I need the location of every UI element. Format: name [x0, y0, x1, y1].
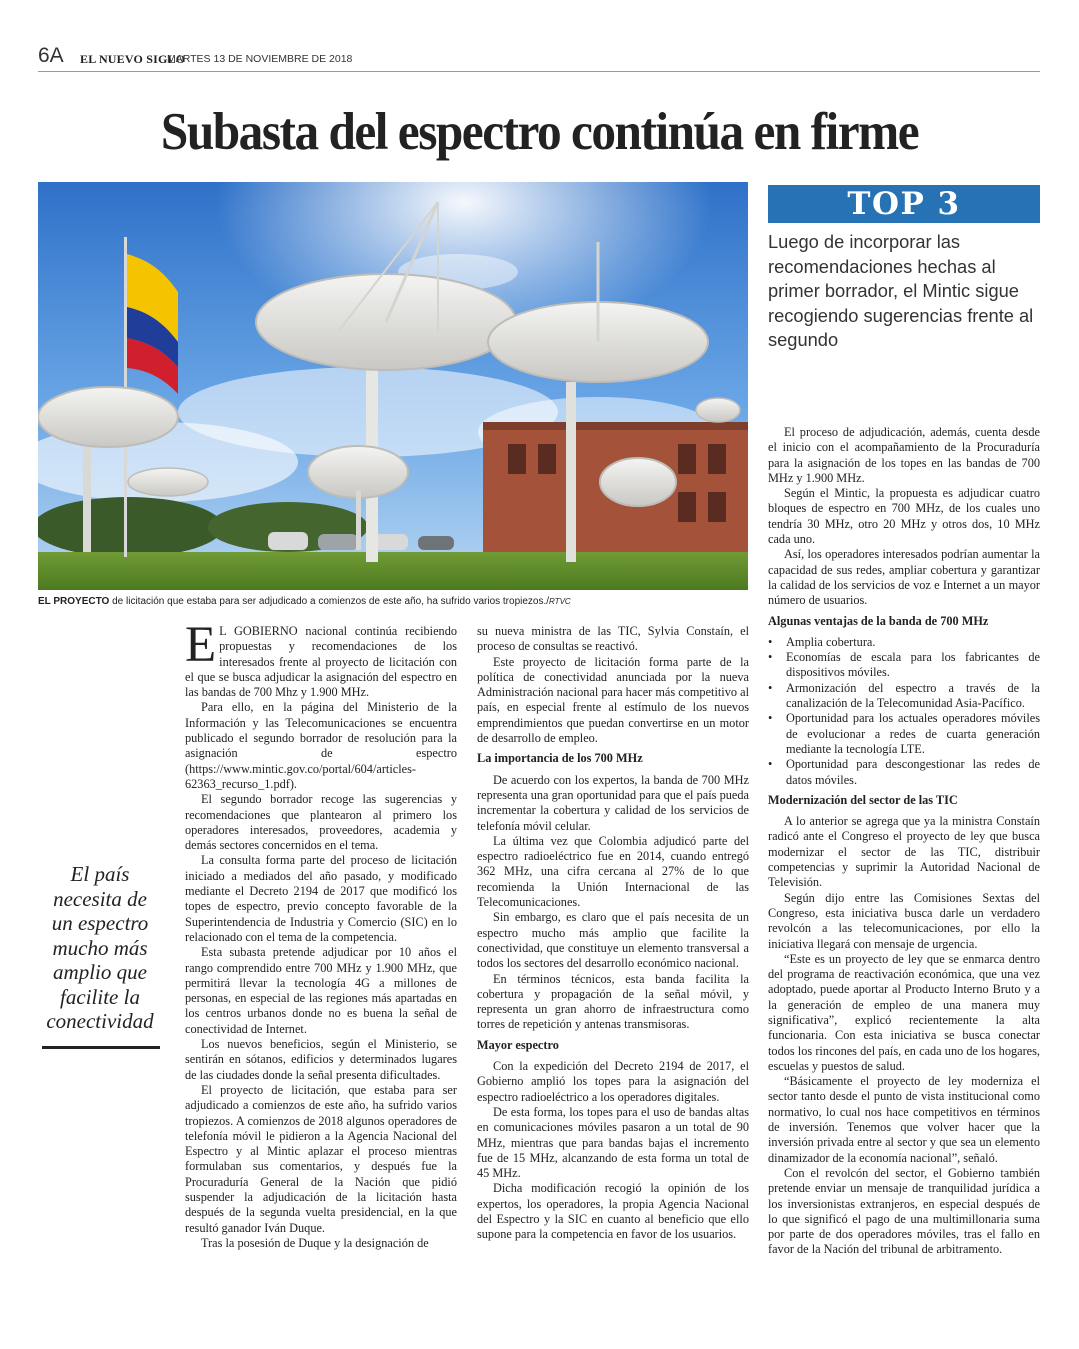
subhead-importancia: La importancia de los 700 MHz — [477, 751, 643, 766]
paragraph: Esta subasta pretende adjudicar por 10 años el rango comprendido entre 700 MHz y 1.900 MHz, que permitirá llevar la tecnología 4G a millones de personas, en especial de las regiones más apartadas en los centros urbanos donde no es buena la señal de conectividad de Internet. — [185, 945, 457, 1036]
paragraph: De esta forma, los topes para el uso de bandas altas en comunicaciones móviles pasaron a un total de 90 MHz, mientras que para bandas bajas el incremento fue de 15 MHz, alcanzando de esta forma un total de 45 MHz. — [477, 1104, 749, 1181]
page-number: 6A — [38, 44, 64, 67]
subhead-ventajas: Algunas ventajas de la banda de 700 MHz — [768, 613, 989, 628]
paragraph: Así, los operadores interesados podrían aumentar la capacidad de sus redes, ampliar cobertura y garantizar la calidad de los servicios de voz e Internet a un mayor número de usuarios. — [768, 547, 1040, 608]
satellite-dishes-photo — [38, 182, 748, 590]
photo-credit: RTVC — [549, 597, 571, 606]
paragraph: “Básicamente el proyecto de ley moderniza el sector tanto desde el punto de vista institucional como normativo, lo cual nos hace competitivos en términos de inversión. Tenemos que volver hacer que la inversión privada entre al sector y que sea un elemento dinamizador de la economía nacional”, señaló. — [768, 1074, 1040, 1165]
caption-text: de licitación que estaba para ser adjudicado a comienzos de este año, ha sufrido varios tropiezos./ — [109, 596, 550, 607]
headline: Subasta del espectro continúa en firme — [160, 103, 919, 161]
subhead-mayor-espectro: Mayor espectro — [477, 1037, 559, 1052]
paragraph: Este proyecto de licitación forma parte de la política de conectividad anunciada por la nueva Administración nacional para hacer más competitivo al país, en especial frente al estímulo de los nuevos emprendimientos que puedan convertirse en un motor de desarrollo de empleo. — [477, 654, 749, 746]
lead-text: L GOBIERNO nacional continúa recibiendo propuestas y recomendaciones de los interesados frente al proyecto de licitación con el que se busca adjudicar la asignación del espectro en las bandas de 700 Mhz y 1.900 MHz. — [185, 624, 457, 700]
paragraph: Según dijo entre las Comisiones Sextas del Congreso, esta iniciativa busca darle un verdadero revolcón a las telecomunicaciones, por ello la iniciativa llegará con mensaje de urgencia. — [768, 890, 1040, 951]
list-item: • Economías de escala para los fabricantes de dispositivos móviles. — [786, 650, 1040, 681]
paragraph: De acuerdo con los expertos, la banda de 700 MHz representa una gran oportunidad para que el país pueda incrementar la cobertura y calidad de los servicios de telefonía móvil celular. — [477, 772, 749, 833]
paragraph: La última vez que Colombia adjudicó parte del espectro radioeléctrico fue en 2014, cuando entregó 362 MHz, una cifra cercana al 27% de lo que recomienda la Unión Internacional de las Telecomunicaciones. — [477, 833, 749, 910]
list-item: • Amplia cobertura. — [786, 635, 1040, 650]
issue-date: MARTES 13 DE NOVIEMBRE DE 2018 — [167, 53, 353, 65]
paragraph: El proceso de adjudicación, además, cuenta desde el inicio con el acompañamiento de la Procuraduría para la asignación de los topes en las bandas de 700 MHz y 1.900 MHz. — [768, 425, 1040, 485]
pull-quote-rule — [42, 1046, 160, 1049]
paragraph: Los nuevos beneficios, según el Ministerio, se sentirán en sótanos, edificios y determinados lugares de las ciudades donde la señal presenta dificultades. — [185, 1037, 457, 1082]
top3-banner: TOP 3 — [768, 185, 1040, 223]
paragraph: Tras la posesión de Duque y la designación de — [201, 1235, 429, 1250]
paragraph: El segundo borrador recoge las sugerencias y recomendaciones que plantearon al primero los operadores interesados, proveedores, academia y demás sectores concernidos en el tema. — [185, 792, 457, 853]
photo-caption — [38, 596, 748, 607]
list-item: • Armonización del espectro a través de la canalización de la Telecomunidad Asia-Pacífico. — [786, 681, 1040, 712]
paragraph: Con la expedición del Decreto 2194 de 2017, el Gobierno amplió los topes para la asignación del espectro radioeléctrico a los operadores digitales. — [477, 1059, 749, 1104]
pull-quote: El país necesita de un espectro mucho más amplio que facilite la conectividad — [46, 862, 154, 1033]
paragraph: En términos técnicos, esta banda facilita la cobertura y propagación de la señal móvil, y representa un gran ahorro de infraestructura como torres de repetición y antenas transmisoras. — [477, 971, 749, 1032]
list-item: • Oportunidad para descongestionar las redes de datos móviles. — [786, 757, 1040, 788]
article-column-3 — [768, 425, 1040, 1258]
ventajas-list — [768, 635, 1040, 788]
article-lead — [185, 617, 457, 700]
top3-summary: Luego de incorporar las recomendaciones hechas al primer borrador, el Mintic sigue recogiendo sugerencias frente al segundo — [768, 231, 1034, 350]
header-divider — [38, 71, 1040, 72]
paragraph: El proyecto de licitación, que estaba para ser adjudicado a comienzos de este año, ha sufrido varios tropiezos. A comienzos de 2018 algunos operadores de telefonía móvil le pidieron a la Agencia Nacional del Espectro y al Mintic aplazar el proceso mientras formulaban sus comentarios, y después fue la Procuraduría General de la Nación que pidió suspender la adjudicación de la licitación hasta después de la segunda vuelta presidencial, en la que resultó ganador Iván Duque. — [185, 1082, 457, 1235]
paragraph: “Este es un proyecto de ley que se enmarca dentro del programa de reactivación económica, que una vez adoptado, puede aportar al Producto Interno Bruto y a la generación de empleo de una manera muy significativa”, explicó recientemente la alta funcionaria. Con esta iniciativa se busca conectar todos los rincones del país, en cada uno de los hogares, escuelas y puestos de salud. — [768, 951, 1040, 1073]
paragraph: A lo anterior se agrega que ya la ministra Constaín radicó ante el Congreso el proyecto de ley que busca modernizar el sector de las TIC, distribuir competencias y suprimir la Autoridad Nacional de Televisión. — [768, 814, 1040, 890]
subhead-modernizacion: Modernización del sector de las TIC — [768, 792, 958, 807]
paragraph: La consulta forma parte del proceso de licitación iniciado a mediados del año pasado, y modificado mediante el Decreto 2194 de 2017 que modificó los topes de espectro, previo concepto favorable de la Superintendencia de Industria y Comercio (SIC) en lo relacionado con el tema de la competencia. — [185, 853, 457, 944]
paragraph: su nueva ministra de las TIC, Sylvia Constaín, el proceso de consultas se reactivó. — [477, 624, 749, 654]
paragraph: Para ello, en la página del Ministerio de la Información y las Telecomunicaciones se encuentra publicado el segundo borrador de resolución para la asignación de espectro (https://www.mintic.gov.co/portal/604/articles-62363_recurso_1.pdf). — [185, 700, 457, 791]
drop-cap: E — [185, 617, 217, 673]
paragraph: Según el Mintic, la propuesta es adjudicar cuatro bloques de espectro en 700 MHz, de los cuales uno tendría 30 MHz, otro 20 MHz y otros dos, 10 MHz cada uno. — [768, 486, 1040, 547]
article-column-2 — [477, 624, 749, 1243]
list-item: • Oportunidad para los actuales operadores móviles de evolucionar a redes de cuarta generación mediante la tecnología LTE. — [786, 711, 1040, 757]
newspaper-name: EL NUEVO SIGLO — [80, 52, 186, 66]
paragraph: Dicha modificación recogió la opinión de los expertos, los operadores, la propia Agencia Nacional del Espectro y la SIC en cuanto al beneficio que ello supone para la competencia en favor de los usuarios. — [477, 1181, 749, 1242]
caption-lead: EL PROYECTO — [38, 596, 110, 607]
article-column-1 — [185, 617, 457, 1251]
paragraph: Con el revolcón del sector, el Gobierno también pretende enviar un mensaje de tranquilidad jurídica a los inversionistas extranjeros, en especial después de lo que significó el pago de una multimillonaria suma por parte de dos operadores móviles, tras el fallo en favor de la Nación del tribunal de arbitramento. — [768, 1165, 1040, 1257]
paragraph: Sin embargo, es claro que el país necesita de un espectro mucho más amplio que facilite la conectividad, que constituye un elemento transversal a todos los sectores del desarrollo económico nacional. — [477, 910, 749, 971]
